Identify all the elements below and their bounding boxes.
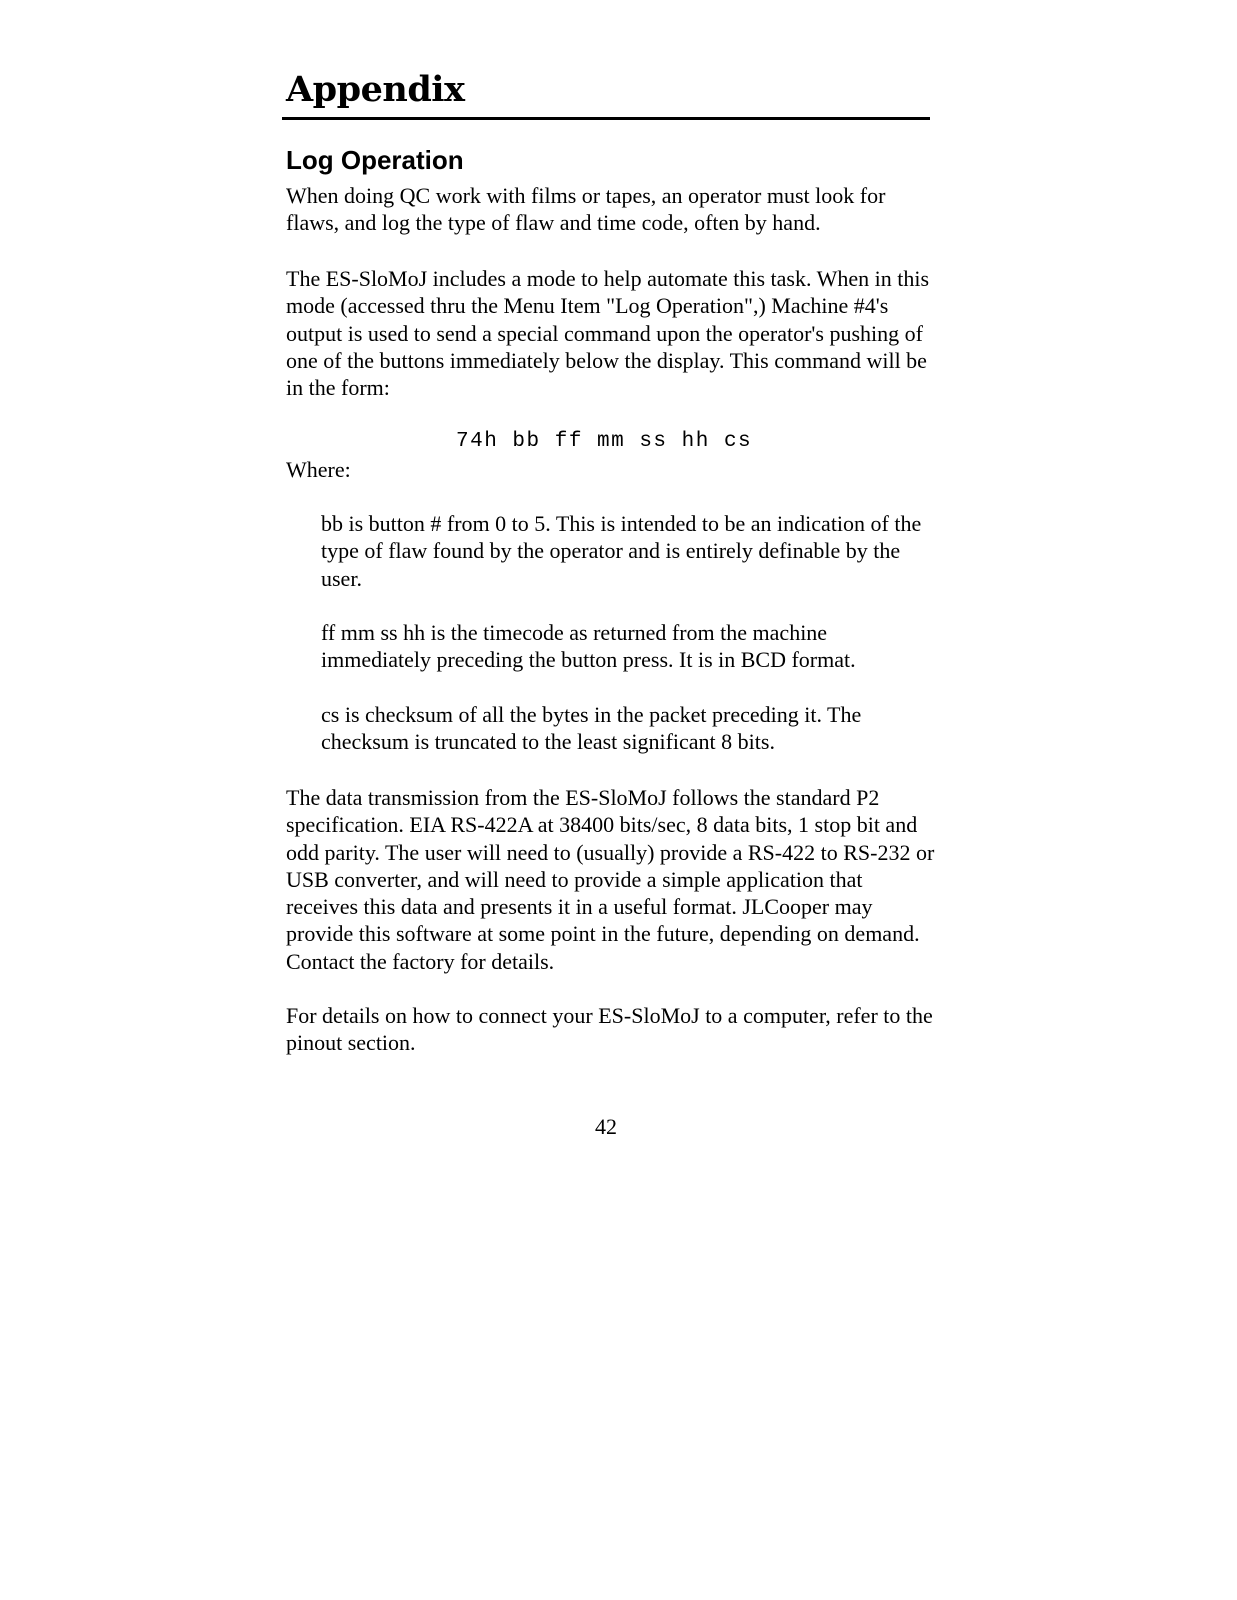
- timecode-definition: ff mm ss hh is the timecode as returned from the machine immediately preceding the button press. It is in BCD format.: [321, 620, 856, 673]
- section-title: Log Operation: [286, 145, 464, 175]
- command-format: 74h bb ff mm ss hh cs: [456, 430, 753, 453]
- intro-paragraph: When doing QC work with films or tapes, an operator must look for flaws, and log the type of flaw and time code, often by hand.: [286, 183, 886, 236]
- page-number: 42: [595, 1114, 617, 1139]
- mode-paragraph: The ES-SloMoJ includes a mode to help automate this task. When in this mode (accessed thru the Menu Item "Log Operation",) Machine #4's output is used to send a special command upon the operator's pushing of one of the buttons immediately below the display. This command will be in the form:: [286, 266, 930, 401]
- checksum-definition: cs is checksum of all the bytes in the packet preceding it. The checksum is truncated to the least significant 8 bits.: [321, 702, 862, 755]
- pinout-paragraph: For details on how to connect your ES-SloMoJ to a computer, refer to the pinout section.: [286, 1003, 933, 1056]
- chapter-title: Appendix: [286, 69, 465, 110]
- transmission-paragraph: The data transmission from the ES-SloMoJ follows the standard P2 specification. EIA RS-422A at 38400 bits/sec, 8 data bits, 1 stop bit and odd parity. The user will need to (usually) provide a RS-422 to RS-232 or USB converter, and will need to provide a simple application that receives this data and presents it in a useful format. JLCooper may provide this software at some point in the future, depending on demand. Contact the factory for details.: [286, 785, 935, 974]
- bb-definition: bb is button # from 0 to 5. This is intended to be an indication of the type of flaw found by the operator and is entirely definable by the user.: [321, 511, 922, 591]
- where-label: Where:: [286, 457, 351, 482]
- title-rule: [282, 117, 930, 120]
